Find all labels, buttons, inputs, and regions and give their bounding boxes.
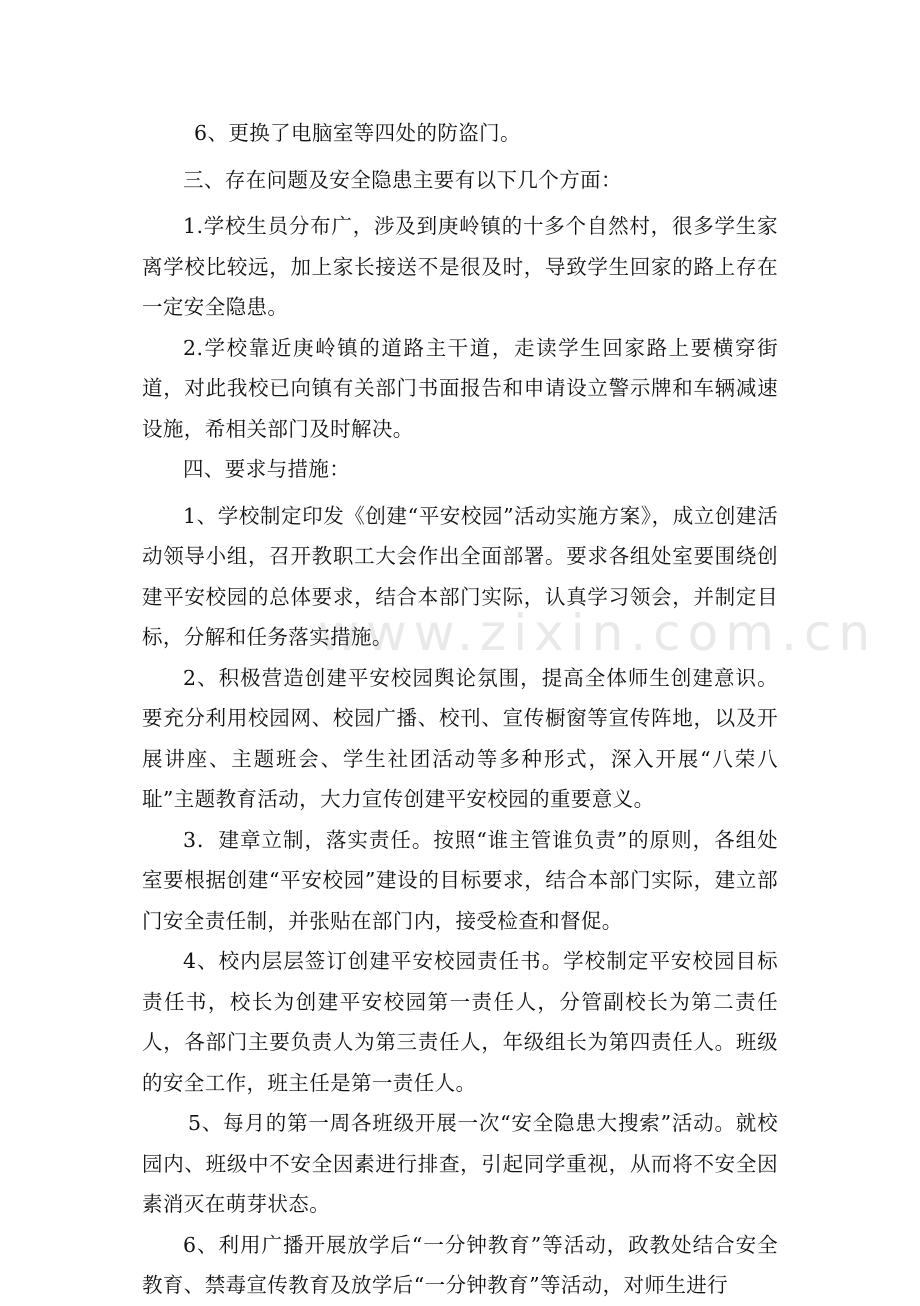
paragraph-measure-1: 1、学校制定印发《创建“平安校园”活动实施方案》，成立创建活动领导小组，召开教职工大会作出全面部署。要求各组处室要围绕创建平安校园的总体要求，结合本部门实际，认真学习领会，并制定目标，分解和任务落实措施。 [142,503,778,649]
paragraph-problem-2: 2.学校靠近庚岭镇的道路主干道，走读学生回家路上要横穿街道，对此我校已向镇有关部门书面报告和申请设立警示牌和车辆减速设施，希相关部门及时解决。 [142,335,778,441]
section-heading-problems: 三、存在问题及安全隐患主要有以下几个方面： [183,167,622,192]
section-heading-measures: 四、要求与措施： [183,457,351,481]
paragraph-item-6-doors: 6、更换了电脑室等四处的防盗门。 [194,121,521,145]
watermark: www.zixin.com.cn [318,604,878,662]
paragraph-measure-2: 2、积极营造创建平安校园舆论氛围，提高全体师生创建意识。要充分利用校园网、校园广播、校刊、宣传橱窗等宣传阵地，以及开展讲座、主题班会、学生社团活动等多种形式，深入开展“八荣八耻”主题教育活动，大力宣传创建平安校园的重要意义。 [142,665,778,811]
paragraph-measure-4: 4、校内层层签订创建平安校园责任书。学校制定平安校园目标责任书，校长为创建平安校园第一责任人，分管副校长为第二责任人，各部门主要负责人为第三责任人，年级组长为第四责任人。班级的安全工作，班主任是第一责任人。 [142,949,778,1095]
paragraph-measure-6: 6、利用广播开展放学后“一分钟教育”等活动，政教处结合安全教育、禁毒宣传教育及放学后“一分钟教育”等活动，对师生进行 [142,1232,778,1297]
paragraph-measure-5: 5、每月的第一周各班级开展一次“安全隐患大搜索”活动。就校园内、班级中不安全因素进行排查，引起同学重视，从而将不安全因素消灭在萌芽状态。 [142,1111,778,1216]
paragraph-measure-3: 3．建章立制，落实责任。按照“谁主管谁负责”的原则，各组处室要根据创建“平安校园”建设的目标要求，结合本部门实际，建立部门安全责任制，并张贴在部门内，接受检查和督促。 [142,827,778,933]
document-body [142,113,778,1306]
paragraph-problem-1: 1.学校生员分布广，涉及到庚岭镇的十多个自然村，很多学生家离学校比较远，加上家长接送不是很及时，导致学生回家的路上存在一定安全隐患。 [142,214,778,319]
